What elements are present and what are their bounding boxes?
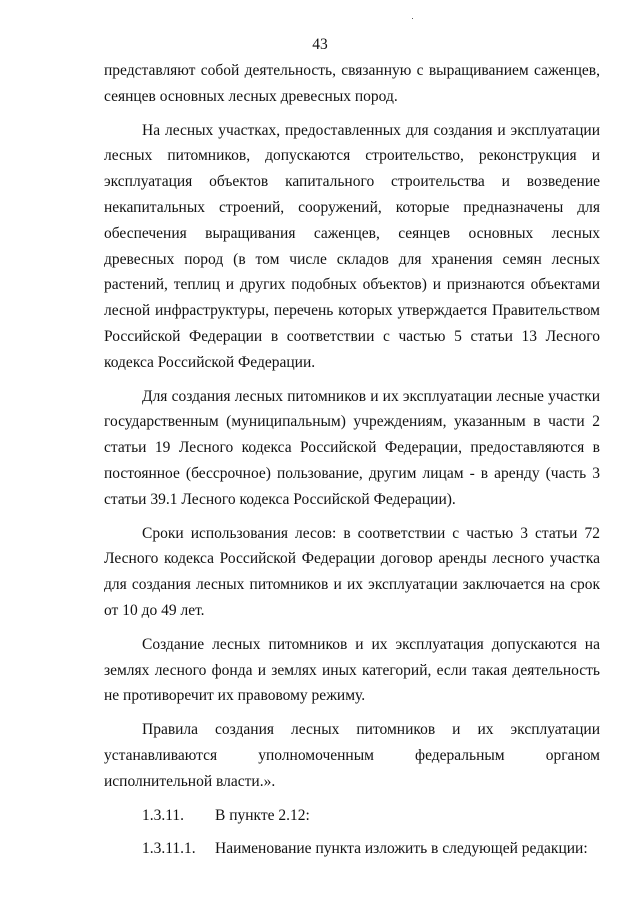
paragraph-lease-terms: Сроки использования лесов: в соответствии с частью 3 статьи 72 Лесного кодекса Российской Федерации договор аренды лесного участка для создания лесных питомников и их эксплуатации заключается на срок от 10 до 49 лет. bbox=[104, 524, 600, 619]
numbered-item bbox=[104, 803, 600, 829]
numbered-item bbox=[104, 836, 600, 862]
document-body bbox=[104, 58, 600, 870]
scan-speck bbox=[412, 18, 413, 19]
page-number: 43 bbox=[312, 36, 328, 53]
paragraph-continuation: представляют собой деятельность, связанную с выращиванием саженцев, сеянцев основных лесных древесных пород. bbox=[104, 62, 600, 105]
paragraph-land-categories: Создание лесных питомников и их эксплуатация допускаются на землях лесного фонда и землях иных категорий, если такая деятельность не противоречит их правовому режиму. bbox=[104, 635, 600, 705]
item-number: 1.3.11.1. bbox=[142, 840, 196, 858]
paragraph-rules: Правила создания лесных питомников и их эксплуатации устанавливаются уполномоченным федеральным органом исполнительной власти.». bbox=[104, 721, 600, 790]
item-text: В пункте 2.12: bbox=[215, 806, 310, 824]
item-number: 1.3.11. bbox=[142, 806, 185, 824]
paragraph-infrastructure: На лесных участках, предоставленных для создания и эксплуатации лесных питомников, допускаются строительство, реконструкция и эксплуатация объектов капитального строительства и возведение некапитальных строений, сооружений, которые предназначены для обеспечения выращивания саженцев, сеянцев основных лесных древесных пород (в том числе складов для хранения семян лесных растений, теплиц и других подобных объектов) и признаются объектами лесной инфраструктуры, перечень которых утверждается Правительством Российской Федерации в соответствии с частью 5 статьи 13 Лесного кодекса Российской Федерации. bbox=[104, 121, 600, 371]
item-text: Наименование пункта изложить в следующей редакции: bbox=[215, 840, 588, 858]
paragraph-land-provision: Для создания лесных питомников и их эксплуатации лесные участки государственным (муниципальным) учреждениям, указанным в части 2 статьи 19 Лесного кодекса Российской Федерации, предоставляются в постоянное (бессрочное) пользование, другим лицам - в аренду (часть 3 статьи 39.1 Лесного кодекса Российской Федерации). bbox=[104, 387, 600, 508]
